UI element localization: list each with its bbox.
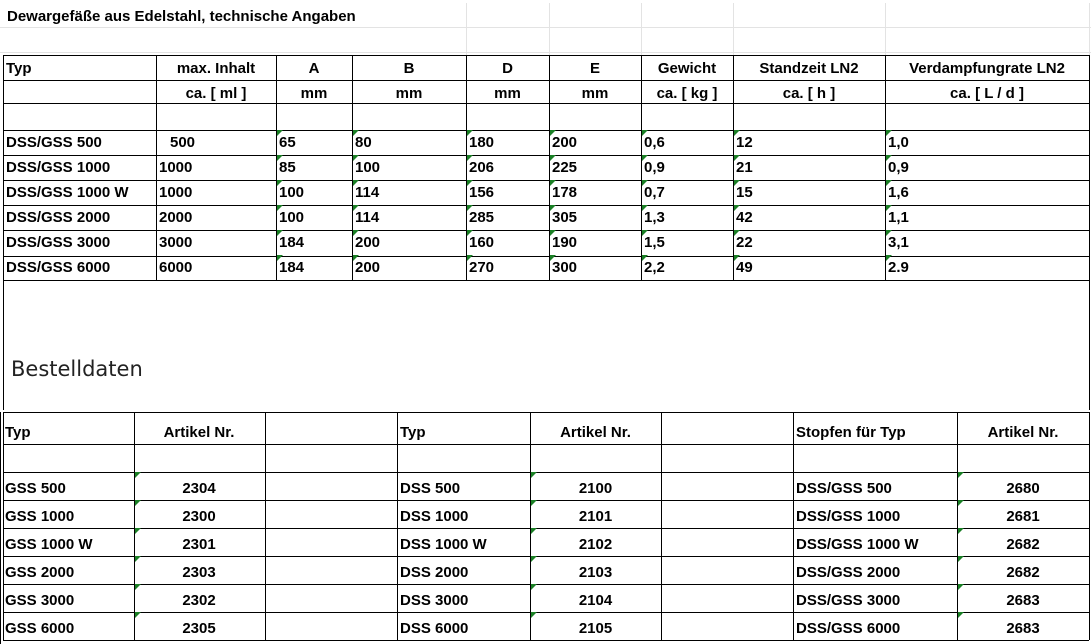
order-article-cell[interactable]: 2305 [182,620,216,637]
order-type-cell[interactable]: DSS/GSS 3000 [796,592,901,609]
spec-value-cell[interactable]: 0,6 [644,134,665,151]
order-type-cell[interactable]: GSS 3000 [5,592,75,609]
cell-indicator-icon [550,230,556,236]
order-type-cell[interactable]: DSS/GSS 2000 [796,564,901,581]
column-header[interactable]: max. Inhalt [176,60,256,77]
spec-value-cell[interactable]: 225 [552,159,578,176]
grid-line [3,180,1089,181]
cell-indicator-icon [353,255,359,261]
order-type-cell[interactable]: GSS 6000 [5,620,75,637]
cell-indicator-icon [886,130,892,136]
spec-value-cell[interactable]: 2000 [159,209,193,226]
spec-value-cell[interactable]: 1,5 [644,234,665,251]
cell-indicator-icon [886,155,892,161]
order-type-cell[interactable]: DSS/GSS 1000 [796,508,901,525]
spec-value-cell[interactable]: 2.9 [888,259,909,276]
spec-value-cell[interactable]: 21 [736,159,753,176]
cell-indicator-icon [886,230,892,236]
spec-value-cell[interactable]: 160 [469,234,495,251]
grid-line [3,412,1089,413]
order-article-cell[interactable]: 2300 [182,508,216,525]
cell-indicator-icon [353,130,359,136]
column-unit[interactable]: ca. [ h ] [782,85,836,102]
cell-indicator-icon [135,584,141,590]
cell-indicator-icon [135,556,141,562]
cell-indicator-icon [642,255,648,261]
cell-indicator-icon [886,205,892,211]
cell-indicator-icon [353,155,359,161]
cell-indicator-icon [467,230,473,236]
cell-indicator-icon [642,180,648,186]
cell-indicator-icon [353,230,359,236]
spec-value-cell[interactable]: 0,7 [644,184,665,201]
spec-value-cell[interactable]: 190 [552,234,578,251]
spec-value-cell[interactable]: 114 [355,184,380,201]
cell-indicator-icon [642,130,648,136]
column-header[interactable]: A [308,60,320,77]
cell-indicator-icon [531,472,537,478]
cell-indicator-icon [135,500,141,506]
column-unit[interactable]: ca. [ ml ] [185,85,247,102]
cell-indicator-icon [886,180,892,186]
grid-line-light [1089,3,1090,55]
order-type-cell[interactable]: DSS 3000 [400,592,469,609]
spec-value-cell[interactable]: 0,9 [888,159,909,176]
grid-line [793,412,794,640]
column-unit[interactable]: mm [494,85,521,102]
column-unit[interactable]: mm [581,85,609,102]
cell-indicator-icon [642,155,648,161]
grid-line [3,412,4,640]
order-type-cell[interactable]: DSS/GSS 1000 W [796,536,919,553]
order-article-cell[interactable]: 2105 [578,620,613,637]
spec-value-cell[interactable]: 180 [469,134,495,151]
order-type-cell[interactable]: DSS 1000 [400,508,469,525]
cell-indicator-icon [277,130,283,136]
cell-indicator-icon [958,500,964,506]
order-article-cell[interactable]: 2681 [1006,508,1040,525]
grid-line [265,412,266,640]
grid-line [661,412,662,640]
cell-indicator-icon [353,205,359,211]
grid-line [3,444,1089,445]
cell-indicator-icon [353,180,359,186]
spec-type-cell[interactable]: DSS/GSS 6000 [6,259,111,276]
spec-value-cell[interactable]: 12 [736,134,753,151]
order-article-cell[interactable]: 2301 [182,536,216,553]
cell-indicator-icon [277,155,283,161]
order-type-cell[interactable]: DSS 2000 [400,564,469,581]
order-article-cell[interactable]: 2303 [182,564,216,581]
grid-line [3,256,1089,257]
grid-line [1089,55,1090,410]
spec-type-cell[interactable]: DSS/GSS 3000 [6,234,111,251]
order-column-header[interactable]: Stopfen für Typ [796,424,906,441]
cell-indicator-icon [467,255,473,261]
grid-line [0,412,1,644]
spec-value-cell[interactable]: 49 [736,259,753,276]
spec-value-cell[interactable]: 2,2 [644,259,665,276]
spec-value-cell[interactable]: 65 [279,134,296,151]
spec-value-cell[interactable]: 178 [552,184,578,201]
order-article-cell[interactable]: 2680 [1006,480,1040,497]
grid-line [3,130,1089,131]
cell-indicator-icon [277,255,283,261]
order-column-header[interactable]: Typ [400,424,426,441]
cell-indicator-icon [958,528,964,534]
spec-value-cell[interactable]: 100 [279,184,305,201]
order-type-cell[interactable]: GSS 500 [5,480,66,497]
section-title-bestelldaten: Bestelldaten [11,357,143,381]
spec-type-cell[interactable]: DSS/GSS 1000 W [6,184,129,201]
order-article-cell[interactable]: 2304 [182,480,216,497]
column-header[interactable]: D [502,60,513,77]
grid-line [3,155,1089,156]
grid-line [3,205,1089,206]
order-article-cell[interactable]: 2104 [578,592,613,609]
grid-line [3,280,1089,281]
grid-line [3,103,1089,104]
order-column-header[interactable]: Artikel Nr. [560,424,631,441]
cell-indicator-icon [642,230,648,236]
column-header[interactable]: E [589,60,600,77]
order-article-cell[interactable]: 2103 [578,564,613,581]
grid-line [3,556,1089,557]
cell-indicator-icon [550,255,556,261]
grid-line [3,640,1089,641]
cell-indicator-icon [550,205,556,211]
grid-line-light [0,52,1091,53]
order-type-cell[interactable]: DSS/GSS 6000 [796,620,901,637]
order-type-cell[interactable]: GSS 1000 W [5,536,93,553]
spec-value-cell[interactable]: 1000 [159,159,193,176]
column-header[interactable]: Gewicht [657,60,717,77]
column-unit[interactable]: ca. [ L / d ] [950,85,1024,102]
order-article-cell[interactable]: 2682 [1006,564,1040,581]
spec-value-cell[interactable]: 6000 [159,259,193,276]
spec-value-cell[interactable]: 156 [469,184,495,201]
cell-indicator-icon [734,155,740,161]
spec-value-cell[interactable]: 1,0 [888,134,909,151]
spec-value-cell[interactable]: 1,1 [888,209,909,226]
cell-indicator-icon [467,155,473,161]
cell-indicator-icon [734,180,740,186]
spec-value-cell[interactable]: 114 [355,209,380,226]
spec-value-cell[interactable]: 85 [279,159,296,176]
grid-line [397,412,398,640]
order-type-cell[interactable]: GSS 1000 [5,508,75,525]
order-column-header[interactable]: Artikel Nr. [163,424,235,441]
grid-line-light [885,3,886,55]
cell-indicator-icon [642,205,648,211]
cell-indicator-icon [277,180,283,186]
cell-indicator-icon [277,205,283,211]
order-type-cell[interactable]: DSS/GSS 500 [796,480,892,497]
spec-value-cell[interactable]: 1,6 [888,184,909,201]
cell-indicator-icon [135,612,141,618]
cell-indicator-icon [550,180,556,186]
order-article-cell[interactable]: 2100 [578,480,613,497]
spec-type-cell[interactable]: DSS/GSS 500 [6,134,102,151]
spec-value-cell[interactable]: 1000 [159,184,193,201]
cell-indicator-icon [550,155,556,161]
spec-value-cell[interactable]: 80 [355,134,372,151]
spec-value-cell[interactable]: 305 [552,209,578,226]
cell-indicator-icon [531,556,537,562]
cell-indicator-icon [135,472,141,478]
order-type-cell[interactable]: GSS 2000 [5,564,75,581]
order-type-cell[interactable]: DSS 500 [400,480,461,497]
spec-type-cell[interactable]: DSS/GSS 1000 [6,159,111,176]
spec-value-cell[interactable]: 500 [170,134,196,151]
cell-indicator-icon [886,255,892,261]
order-article-cell[interactable]: 2683 [1006,620,1040,637]
column-unit[interactable]: mm [395,85,423,102]
spec-value-cell[interactable]: 3000 [159,234,193,251]
sheet-title: Dewargefäße aus Edelstahl, technische Angaben [7,8,356,25]
grid-line [1089,412,1090,640]
order-column-header[interactable]: Artikel Nr. [987,424,1059,441]
cell-indicator-icon [550,130,556,136]
order-article-cell[interactable]: 2101 [578,508,613,525]
grid-line-light [733,3,734,55]
spec-value-cell[interactable]: 42 [736,209,753,226]
spec-type-cell[interactable]: DSS/GSS 2000 [6,209,111,226]
order-article-cell[interactable]: 2102 [578,536,613,553]
grid-line [3,500,1089,501]
grid-line-light [641,3,642,55]
order-column-header[interactable]: Typ [5,424,31,441]
cell-indicator-icon [531,528,537,534]
spec-value-cell[interactable]: 200 [552,134,578,151]
order-article-cell[interactable]: 2302 [182,592,216,609]
order-article-cell[interactable]: 2683 [1006,592,1040,609]
cell-indicator-icon [531,612,537,618]
spec-value-cell[interactable]: 184 [279,234,305,251]
cell-indicator-icon [277,230,283,236]
spec-value-cell[interactable]: 300 [552,259,578,276]
spec-value-cell[interactable]: 0,9 [644,159,665,176]
spec-value-cell[interactable]: 206 [469,159,495,176]
cell-indicator-icon [958,584,964,590]
cell-indicator-icon [734,130,740,136]
cell-indicator-icon [531,584,537,590]
grid-line [3,612,1089,613]
spec-value-cell[interactable]: 285 [469,209,495,226]
grid-line [3,230,1089,231]
spec-value-cell[interactable]: 100 [279,209,305,226]
cell-indicator-icon [958,472,964,478]
grid-line [3,80,1089,81]
column-unit[interactable]: mm [300,85,328,102]
cell-indicator-icon [958,612,964,618]
column-header[interactable]: B [403,60,415,77]
grid-line-light [0,27,1091,28]
spec-value-cell[interactable]: 3,1 [888,234,909,251]
grid-line [3,528,1089,529]
grid-line [3,55,1089,56]
order-article-cell[interactable]: 2682 [1006,536,1040,553]
cell-indicator-icon [467,205,473,211]
grid-line-light [466,3,467,55]
spec-value-cell[interactable]: 1,3 [644,209,665,226]
spec-value-cell[interactable]: 22 [736,234,753,251]
order-type-cell[interactable]: DSS 6000 [400,620,469,637]
spec-value-cell[interactable]: 200 [355,259,381,276]
column-unit[interactable]: ca. [ kg ] [656,85,718,102]
column-header[interactable]: Verdampfungrate LN2 [909,60,1065,77]
spec-value-cell[interactable]: 15 [736,184,753,201]
spec-value-cell[interactable]: 270 [469,259,495,276]
cell-indicator-icon [734,255,740,261]
spec-value-cell[interactable]: 200 [355,234,381,251]
order-type-cell[interactable]: DSS 1000 W [400,536,487,553]
grid-line [3,55,4,410]
grid-line [3,584,1089,585]
spec-value-cell[interactable]: 100 [355,159,381,176]
column-header[interactable]: Typ [6,60,32,77]
cell-indicator-icon [467,180,473,186]
cell-indicator-icon [734,205,740,211]
grid-line [3,472,1089,473]
spec-value-cell[interactable]: 184 [279,259,305,276]
cell-indicator-icon [467,130,473,136]
column-header[interactable]: Standzeit LN2 [759,60,859,77]
cell-indicator-icon [135,528,141,534]
cell-indicator-icon [734,230,740,236]
cell-indicator-icon [531,500,537,506]
grid-line-light [549,3,550,55]
cell-indicator-icon [958,556,964,562]
